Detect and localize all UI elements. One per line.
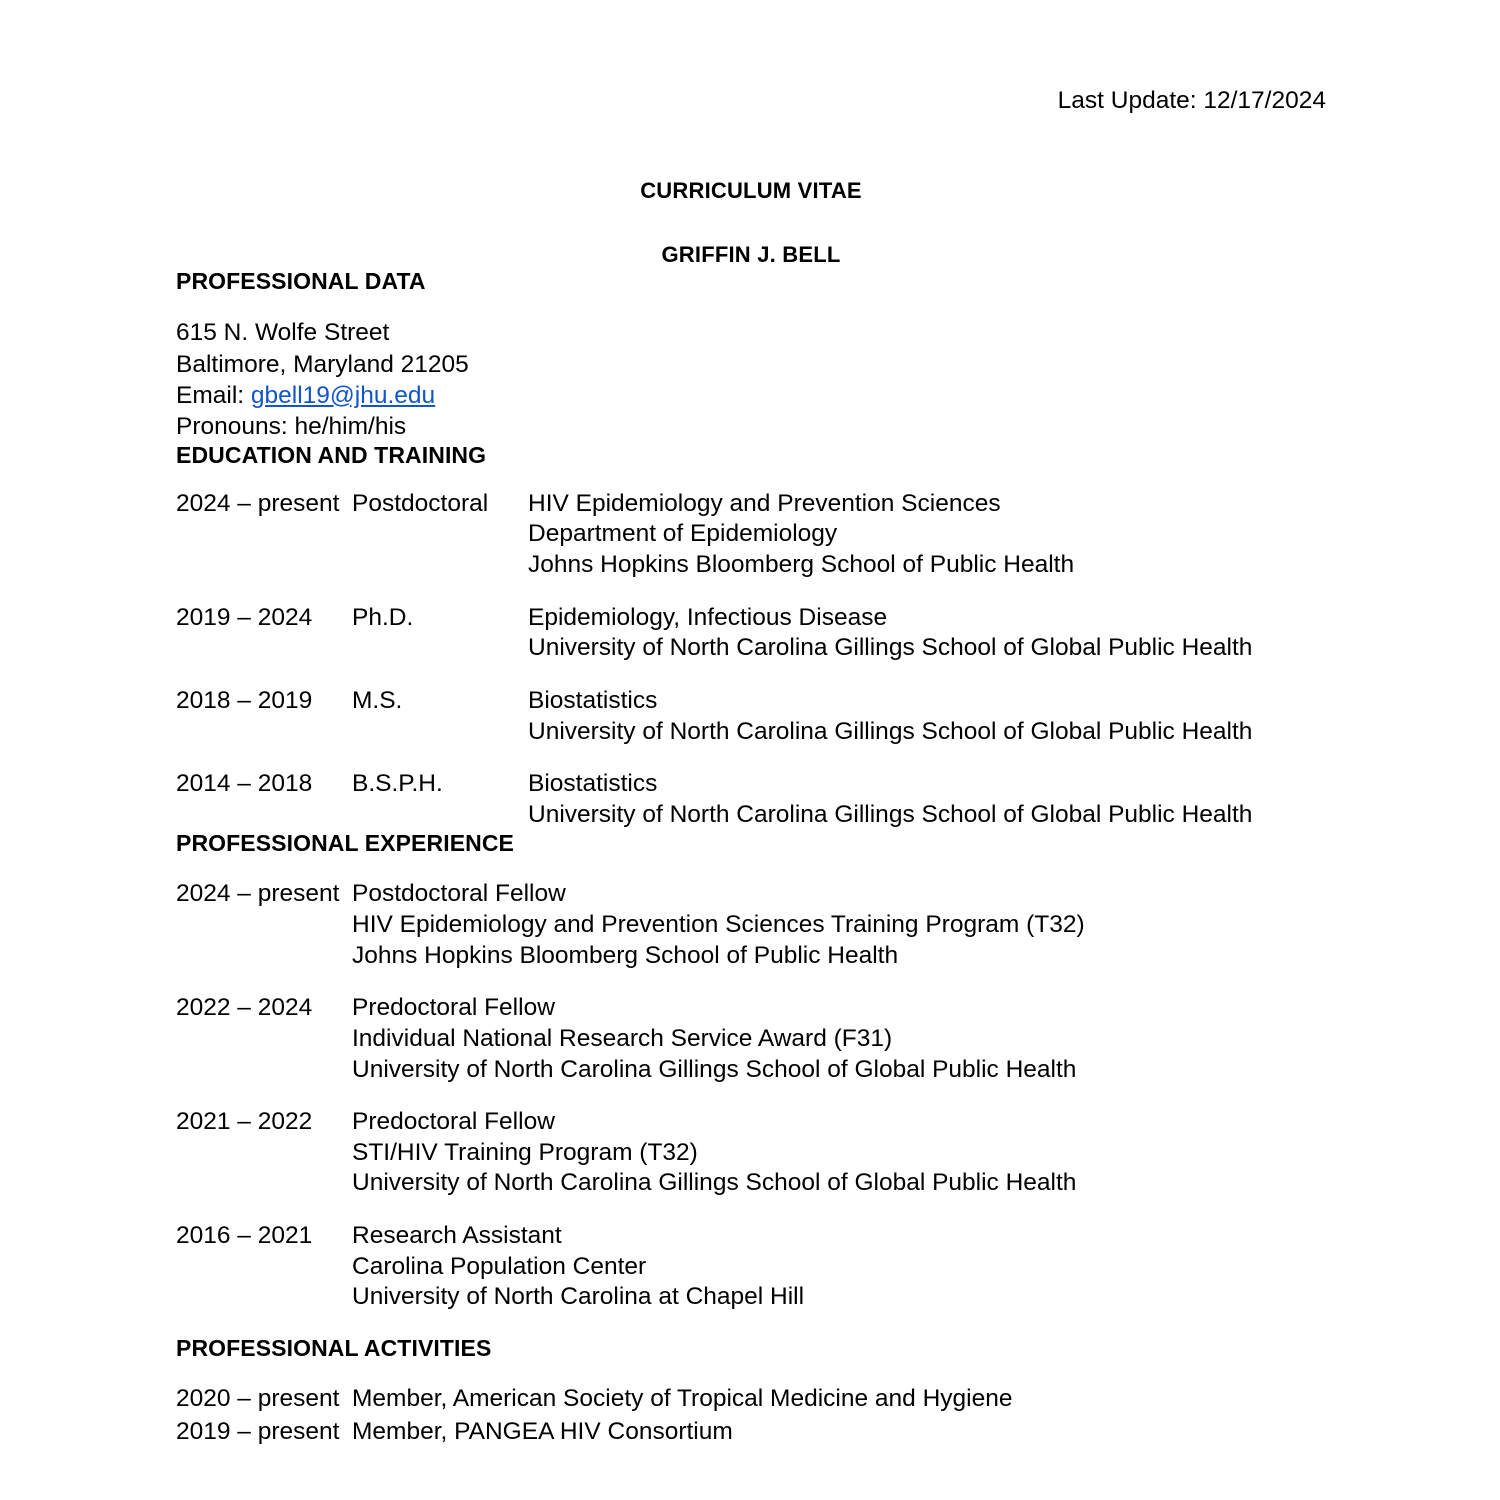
experience-detail: [352, 879, 1085, 993]
section-heading-experience: PROFESSIONAL EXPERIENCE: [176, 830, 515, 857]
education-years: 2014 – 2018: [176, 770, 313, 798]
experience-detail-line: University of North Carolina Gillings School of Global Public Health: [352, 1055, 1077, 1083]
table-row: [176, 603, 1252, 686]
experience-detail-line: University of North Carolina Gillings School of Global Public Health: [352, 1169, 1077, 1197]
activities-table: [176, 1384, 1012, 1449]
education-detail-line: HIV Epidemiology and Prevention Sciences: [528, 489, 1001, 517]
email-line: [176, 380, 1326, 411]
experience-detail-line: Research Assistant: [352, 1222, 562, 1250]
education-degree: Ph.D.: [352, 603, 414, 631]
experience-detail-line: Predoctoral Fellow: [352, 1108, 555, 1136]
person-name: GRIFFIN J. BELL: [661, 242, 841, 268]
education-detail: [528, 686, 1252, 769]
education-degree: M.S.: [352, 686, 403, 714]
education-detail-line: Epidemiology, Infectious Disease: [528, 603, 888, 631]
table-row: [176, 1107, 1085, 1221]
education-detail-line: Johns Hopkins Bloomberg School of Public Health: [528, 551, 1075, 579]
experience-detail-line: STI/HIV Training Program (T32): [352, 1138, 698, 1166]
activity-text: Member, PANGEA HIV Consortium: [352, 1417, 733, 1445]
last-update-text: Last Update: 12/17/2024: [1057, 87, 1326, 114]
education-detail: [528, 489, 1252, 603]
section-heading-activities: PROFESSIONAL ACTIVITIES: [176, 1334, 492, 1361]
education-degree: Postdoctoral: [352, 489, 489, 517]
email-link[interactable]: gbell19@jhu.edu: [250, 381, 436, 409]
education-detail-line: Biostatistics: [528, 686, 658, 714]
experience-detail-line: Carolina Population Center: [352, 1252, 647, 1280]
activity-years: 2020 – present: [176, 1384, 340, 1412]
activity-text: Member, American Society of Tropical Medicine and Hygiene: [352, 1384, 1013, 1412]
table-row: [176, 769, 1252, 830]
section-heading-education: EDUCATION AND TRAINING: [176, 441, 487, 468]
document-title: CURRICULUM VITAE: [640, 178, 862, 204]
experience-detail-line: Johns Hopkins Bloomberg School of Public Health: [352, 941, 899, 969]
table-row: [176, 489, 1252, 603]
education-detail-line: Department of Epidemiology: [528, 520, 838, 548]
experience-table: [176, 879, 1085, 1335]
education-years: 2024 – present: [176, 489, 340, 517]
education-detail: [528, 769, 1252, 830]
table-row: [176, 1221, 1085, 1335]
experience-years: 2024 – present: [176, 880, 340, 908]
pronouns-line: Pronouns: he/him/his: [176, 412, 407, 440]
table-row: [176, 879, 1085, 993]
address-city-state-zip: Baltimore, Maryland 21205: [176, 350, 469, 378]
experience-years: 2016 – 2021: [176, 1222, 313, 1250]
experience-years: 2022 – 2024: [176, 994, 313, 1022]
education-years: 2018 – 2019: [176, 686, 313, 714]
experience-detail: [352, 993, 1085, 1107]
experience-detail-line: Individual National Research Service Award (F31): [352, 1024, 893, 1052]
education-degree: B.S.P.H.: [352, 770, 443, 798]
section-heading-professional-data: PROFESSIONAL DATA: [176, 268, 426, 295]
education-table: [176, 489, 1252, 831]
experience-detail-line: HIV Epidemiology and Prevention Sciences Training Program (T32): [352, 911, 1085, 939]
education-detail-line: University of North Carolina Gillings School of Global Public Health: [528, 800, 1253, 828]
education-years: 2019 – 2024: [176, 603, 313, 631]
experience-detail-line: University of North Carolina at Chapel Hill: [352, 1283, 805, 1311]
address-street: 615 N. Wolfe Street: [176, 319, 390, 347]
experience-detail: [352, 1221, 1085, 1335]
table-row: [176, 1417, 1012, 1450]
contact-block: [176, 317, 1326, 441]
table-row: [176, 686, 1252, 769]
table-row: [176, 1384, 1012, 1417]
experience-detail-line: Postdoctoral Fellow: [352, 880, 566, 908]
table-row: [176, 993, 1085, 1107]
experience-detail-line: Predoctoral Fellow: [352, 994, 555, 1022]
activity-years: 2019 – present: [176, 1417, 340, 1445]
education-detail: [528, 603, 1252, 686]
education-detail-line: University of North Carolina Gillings School of Global Public Health: [528, 634, 1253, 662]
experience-years: 2021 – 2022: [176, 1108, 313, 1136]
education-detail-line: University of North Carolina Gillings School of Global Public Health: [528, 717, 1253, 745]
document-content: [176, 0, 1326, 1449]
experience-detail: [352, 1107, 1085, 1221]
email-label: Email:: [176, 381, 251, 409]
education-detail-line: Biostatistics: [528, 770, 658, 798]
